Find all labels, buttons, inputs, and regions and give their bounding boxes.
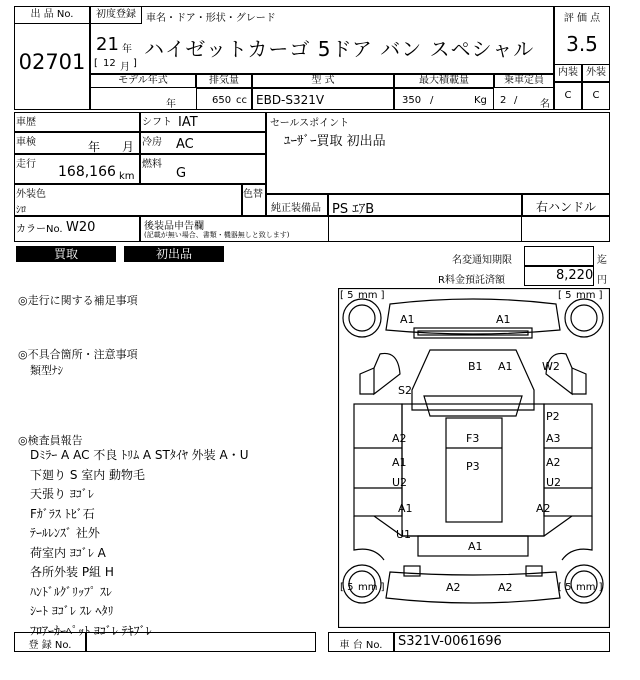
aftermarket-mid — [328, 216, 522, 242]
buyback-badge: 買取 — [16, 246, 116, 262]
color-no: W20 — [66, 220, 96, 235]
score-label: 評 価 点 — [563, 13, 601, 24]
rear-lamp-left — [404, 566, 420, 576]
inspection-month-unit: 月 — [122, 140, 135, 154]
inspector-line: Dﾐﾗｰ A AC 不良 ﾄﾘﾑ A STﾀｲﾔ 外装 A・U — [30, 448, 249, 462]
shift-label: シフト — [142, 117, 172, 128]
tire-tr-label: [ 5 — [558, 290, 572, 301]
defects-text: 類型ﾅｼ — [30, 364, 63, 377]
tire-br-label: [ 5 — [558, 582, 572, 593]
genuine-equip: PS ｴｱB — [332, 202, 375, 217]
displacement: 650 — [212, 95, 232, 106]
inspection-year-unit: 年 — [88, 140, 101, 154]
capacity-unit: 名 — [540, 99, 550, 110]
mark-roof-p: P3 — [466, 460, 480, 473]
driving-notes-label: ◎走行に関する補足事項 — [18, 294, 138, 307]
tire-br-unit: mm ] — [576, 582, 603, 593]
mark-bottom-l: A2 — [446, 581, 461, 594]
mirror-right — [572, 368, 586, 394]
recycle-unit: 円 — [597, 275, 607, 286]
load: 350 — [402, 95, 422, 106]
notice-unit: 迄 — [597, 255, 607, 266]
rear-lamp-right — [526, 566, 542, 576]
model-year-unit: 年 — [166, 99, 176, 110]
model-year-label: モデル年式 — [90, 74, 196, 88]
chassis-label: 車 台 No. — [339, 640, 383, 651]
rear-bumper-shape — [386, 572, 560, 603]
inspector-line: 下廻り S 室内 動物毛 — [30, 467, 146, 482]
aftermarket-label: 後装品申告欄 — [144, 221, 204, 232]
ac-label: 冷房 — [142, 137, 162, 148]
capacity: 2 — [500, 95, 507, 106]
model-name: ハイゼットカーゴ 5ドア バン スペシャル — [144, 37, 535, 61]
first-reg-month: 12 — [103, 58, 116, 69]
mark-hood-a: A1 — [498, 360, 513, 373]
load-label: 最大積載量 — [394, 74, 494, 88]
inspector-line: 各所外装 P組 H — [30, 565, 114, 579]
tire-front-right-inner — [571, 305, 597, 331]
fuel-label: 燃料 — [142, 159, 162, 170]
inspector-lines — [30, 446, 249, 641]
tire-tr-unit: mm ] — [576, 290, 603, 301]
first-reg-year: 21 — [96, 34, 119, 55]
capacity-label: 乗車定員 — [494, 74, 554, 88]
inspector-line: 天張り ﾖｺﾞﾚ — [30, 487, 94, 501]
mark-front-left: S2 — [398, 384, 412, 397]
rear-right-arch — [562, 516, 592, 560]
mark-right-a2: A2 — [546, 456, 561, 469]
color-no-label: カラーNo. — [16, 224, 63, 235]
month-bracket-close: ] — [133, 58, 137, 69]
lot-number: 02701 — [18, 50, 86, 74]
inspector-line: ｼｰﾄ ﾖｺﾞﾚ ｽﾚ ﾍﾀﾘ — [30, 604, 114, 618]
car-damage-diagram — [338, 288, 610, 628]
inspector-label: ◎検査員報告 — [18, 434, 83, 447]
tire-tl-unit: mm ] — [358, 290, 385, 301]
inspector-line: ﾃｰﾙﾚﾝｽﾞ 社外 — [30, 526, 100, 540]
sales-point: ﾕｰｻﾞｰ買取 初出品 — [284, 134, 386, 149]
tire-bl-label: [ 5 — [340, 582, 354, 593]
first-reg-label: 初度登録 — [90, 6, 142, 24]
month-unit: 月 — [120, 62, 130, 73]
inspector-line: ﾊﾝﾄﾞﾙｸﾞﾘｯﾌﾟ ｽﾚ — [30, 584, 112, 599]
shift: IAT — [178, 115, 198, 130]
color-change-label: 色替 — [243, 189, 263, 200]
mark-hood-b: B1 — [468, 360, 483, 373]
aftermarket-note: (記載が無い場合、書類・機器無しと致します) — [144, 231, 290, 239]
rear-left-arch — [354, 516, 384, 560]
inspection-label: 車検 — [16, 137, 36, 148]
defects-label: ◎不具合箇所・注意事項 — [18, 348, 138, 361]
exterior-grade: C — [582, 82, 610, 110]
inspector-line: Fｶﾞﾗｽ ﾄﾋﾞ石 — [30, 506, 95, 521]
displacement-unit: cc — [236, 95, 247, 106]
handle: 右ハンドル — [535, 200, 596, 214]
mirror-left — [360, 368, 374, 394]
mark-top-bumper-r: A1 — [496, 313, 511, 326]
inspector-line: ﾌﾛｱｰｶｰﾍﾟｯﾄ ﾖｺﾞﾚ ﾃｷﾌﾞﾚ — [30, 623, 152, 638]
mark-front-right: W2 — [542, 360, 560, 373]
tire-bl-unit: mm ] — [358, 582, 385, 593]
mileage: 168,166 — [58, 164, 116, 180]
recycle-label: R料金預託済額 — [438, 275, 505, 286]
inspector-line: 荷室内 ﾖｺﾞﾚ A — [30, 545, 106, 560]
capacity-slash: / — [514, 95, 518, 106]
lot-label: 出 品 No. — [14, 6, 90, 24]
front-left-arch — [374, 353, 400, 394]
year-unit: 年 — [122, 44, 132, 55]
history-label: 車歴 — [16, 117, 36, 128]
notice-cell — [524, 246, 594, 266]
recycle: 8,220 — [556, 268, 594, 283]
interior-label: 内装 — [554, 64, 582, 82]
tire-tl-label: [ 5 — [340, 290, 354, 301]
mark-left-a2: A2 — [392, 432, 407, 445]
mark-right-u2: U2 — [546, 476, 562, 489]
interior-grade: C — [554, 82, 582, 110]
exterior-color-label: 外装色 — [16, 189, 46, 200]
mark-left-rear-a1: A1 — [398, 502, 413, 515]
score: 3.5 — [566, 32, 598, 56]
hood-shape — [412, 350, 534, 410]
reg-label: 登 録 No. — [28, 640, 72, 651]
type-label: 型 式 — [252, 74, 394, 88]
sales-point-label: セールスポイント — [270, 118, 350, 129]
mark-left-a1: A1 — [392, 456, 407, 469]
ac: AC — [176, 137, 194, 152]
mark-top-bumper-l: A1 — [400, 313, 415, 326]
mark-left-u2: U2 — [392, 476, 408, 489]
mileage-label: 走行 — [16, 159, 36, 170]
first-listing-badge: 初出品 — [124, 246, 224, 262]
mark-roof-f: F3 — [466, 432, 480, 445]
chassis-number: S321V-0061696 — [398, 634, 502, 649]
genuine-equip-label: 純正装備品 — [271, 203, 321, 214]
month-bracket-open: [ — [94, 58, 98, 69]
exterior-color: ｼﾛ — [16, 205, 26, 216]
mark-left-rear-u1: U1 — [396, 528, 412, 541]
notice-label: 名変通知期限 — [452, 255, 512, 266]
mark-right-rear-a2: A2 — [536, 502, 551, 515]
mark-right-a3: A3 — [546, 432, 561, 445]
load-unit: Kg — [474, 95, 487, 106]
load-slash: / — [430, 95, 434, 106]
windshield — [424, 396, 522, 416]
mark-rear-a1: A1 — [468, 540, 483, 553]
displacement-label: 排気量 — [196, 74, 252, 88]
mileage-unit: km — [119, 171, 135, 182]
type: EBD-S321V — [256, 93, 325, 107]
model-name-label: 車名・ドア・形状・グレード — [146, 13, 276, 24]
exterior-color-cell — [14, 184, 242, 216]
mark-right-p2: P2 — [546, 410, 560, 423]
tire-front-left-inner — [349, 305, 375, 331]
fuel: G — [176, 166, 187, 181]
reg-value-cell — [86, 632, 316, 652]
exterior-label: 外装 — [582, 64, 610, 82]
mark-bottom-r: A2 — [498, 581, 513, 594]
